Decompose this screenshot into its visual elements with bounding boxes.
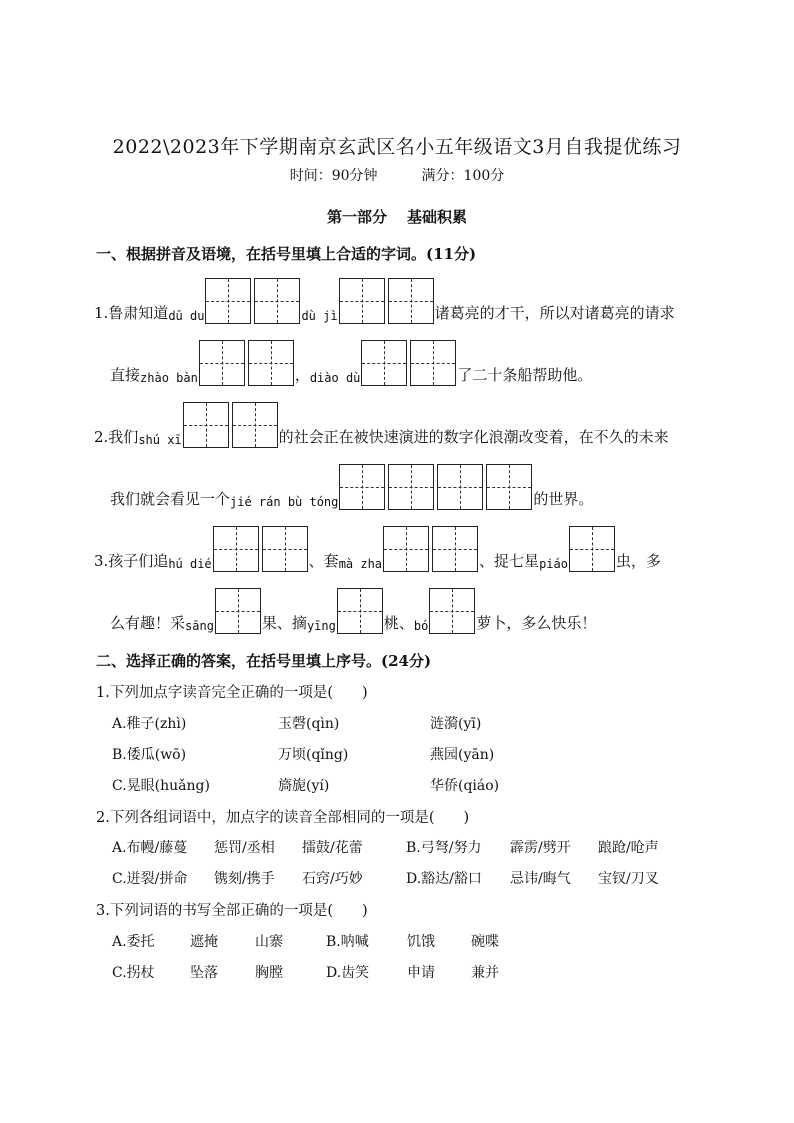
- q1-answer-box-2[interactable]: [339, 278, 434, 324]
- tian-box[interactable]: [205, 278, 251, 324]
- tian-box[interactable]: [429, 588, 475, 634]
- q3-text-f: 果、摘: [261, 614, 307, 632]
- option: 万顷(qǐng): [278, 747, 349, 763]
- option: 胸膛: [255, 965, 283, 981]
- q1-text-c: 直接: [110, 366, 141, 384]
- tian-box[interactable]: [183, 402, 229, 448]
- q3-pinyin-2: mà zha: [338, 557, 383, 571]
- q3-text-h: 萝卜，多么快乐！: [476, 614, 597, 632]
- page-title: 2022\2023年下学期南京玄武区名小五年级语文3月自我提优练习: [112, 136, 682, 158]
- option: 擂鼓/花蕾: [302, 840, 363, 856]
- option: 宝钗/刀叉: [598, 871, 659, 887]
- q3-answer-box-1[interactable]: [213, 526, 308, 572]
- tian-box[interactable]: [383, 526, 429, 572]
- option: 霹雳/劈开: [510, 840, 571, 856]
- tian-box[interactable]: [339, 278, 385, 324]
- part-heading: [0, 206, 794, 227]
- tian-box[interactable]: [215, 588, 261, 634]
- option: 饥饿: [407, 934, 435, 950]
- option: A.布幔/藤蔓: [112, 840, 188, 856]
- tian-box[interactable]: [213, 526, 259, 572]
- q1-answer-box-3[interactable]: [199, 340, 294, 386]
- tian-box[interactable]: [569, 526, 615, 572]
- option: 旖旎(yí): [278, 778, 330, 794]
- q3-pinyin-3: piáo: [539, 557, 568, 571]
- q2-pinyin-1: shú xī: [138, 433, 182, 447]
- q3-text-d: 虫，多: [615, 552, 661, 570]
- tian-box[interactable]: [248, 340, 294, 386]
- q2-answer-box-1[interactable]: [183, 402, 278, 448]
- option: 镌刻/携手: [214, 871, 275, 887]
- option: 山寨: [255, 934, 283, 950]
- option: D.豁达/豁口: [406, 871, 482, 887]
- s2-q3-stem: 3.下列词语的书写全部正确的一项是( ): [96, 903, 368, 919]
- option: 兼并: [471, 965, 499, 981]
- q1-pinyin-3: zhào bàn: [140, 371, 198, 385]
- tian-box[interactable]: [232, 402, 278, 448]
- q3-answer-box-6[interactable]: [429, 588, 475, 634]
- option: D.齿笑: [326, 965, 370, 981]
- q3-text-e: 么有趣！采: [110, 614, 186, 632]
- option: 华侨(qiáo): [430, 778, 500, 794]
- q1-pinyin-4: diào dù: [309, 371, 361, 385]
- option: C.迸裂/拼命: [112, 871, 188, 887]
- exam-info: [0, 165, 794, 185]
- q3-answer-box-4[interactable]: [215, 588, 261, 634]
- full-score: 满分：100分: [421, 168, 505, 184]
- tian-box[interactable]: [410, 340, 456, 386]
- tian-box[interactable]: [486, 464, 532, 510]
- q1-line-1: [94, 274, 675, 324]
- q1-text-a: 1.鲁肃知道: [94, 304, 169, 322]
- tian-box[interactable]: [199, 340, 245, 386]
- option: 玉磬(qìn): [278, 716, 340, 732]
- option: A.稚子(zhì): [112, 716, 187, 732]
- q2-text-a: 2.我们: [94, 428, 139, 446]
- q1-text-b: 诸葛亮的才干，所以对诸葛亮的请求: [434, 304, 675, 322]
- option: 忌讳/晦气: [510, 871, 571, 887]
- q3-text-g: 桃、: [383, 614, 414, 632]
- q2-line-1: [94, 398, 669, 448]
- time-limit: 时间：90分钟: [289, 168, 378, 184]
- option: C.晃眼(huǎng): [112, 778, 210, 794]
- section-1-title: 一、根据拼音及语境，在括号里填上合适的字词。(11分): [96, 245, 477, 263]
- option: 涟漪(yī): [430, 716, 482, 732]
- q2-answer-box-2[interactable]: [339, 464, 532, 510]
- q3-text-b: 、套: [308, 552, 339, 570]
- q3-line-2: [110, 584, 596, 634]
- section-2-title: 二、选择正确的答案，在括号里填上序号。(24分): [96, 652, 432, 670]
- q3-answer-box-3[interactable]: [569, 526, 615, 572]
- option: 碗喋: [471, 934, 499, 950]
- q3-pinyin-5: yīng: [306, 619, 336, 633]
- q2-text-d: 的世界。: [533, 490, 594, 508]
- q3-line-1: [94, 522, 661, 572]
- part-name: 基础积累: [407, 208, 468, 226]
- tian-box[interactable]: [437, 464, 483, 510]
- tian-box[interactable]: [388, 278, 434, 324]
- tian-box[interactable]: [388, 464, 434, 510]
- option: 石窍/巧妙: [302, 871, 363, 887]
- tian-box[interactable]: [262, 526, 308, 572]
- q3-answer-box-5[interactable]: [337, 588, 383, 634]
- q3-text-a: 3.孩子们追: [94, 552, 169, 570]
- q1-line-2: [110, 336, 592, 386]
- q3-pinyin-1: hú dié: [168, 557, 212, 571]
- q1-text-d: ，: [294, 366, 310, 384]
- option: 遮掩: [190, 934, 218, 950]
- option: 燕园(yān): [430, 747, 495, 763]
- tian-box[interactable]: [339, 464, 385, 510]
- q1-answer-box-4[interactable]: [361, 340, 456, 386]
- q2-text-b: 的社会正在被快速演进的数字化浪潮改变着，在不久的未来: [278, 428, 669, 446]
- tian-box[interactable]: [432, 526, 478, 572]
- option: B.弓弩/努力: [406, 840, 482, 856]
- tian-box[interactable]: [337, 588, 383, 634]
- part-label: 第一部分: [326, 208, 387, 226]
- q3-pinyin-4: sāng: [185, 619, 214, 633]
- q2-line-2: [110, 460, 593, 510]
- option: 踉跄/呛声: [598, 840, 659, 856]
- q3-pinyin-6: bó: [413, 619, 429, 633]
- s2-q2-stem: 2.下列各组词语中，加点字的读音全部相同的一项是( ): [96, 810, 470, 826]
- q3-answer-box-2[interactable]: [383, 526, 478, 572]
- option: C.拐杖: [112, 965, 155, 981]
- option: 坠落: [190, 965, 218, 981]
- q2-text-c: 我们就会看见一个: [110, 490, 231, 508]
- option: A.委托: [112, 934, 155, 950]
- option: B.呐喊: [326, 934, 369, 950]
- q1-text-e: 了二十条船帮助他。: [457, 366, 593, 384]
- q1-answer-box-1[interactable]: [205, 278, 300, 324]
- tian-box[interactable]: [361, 340, 407, 386]
- q3-text-c: 、捉七星: [479, 552, 540, 570]
- tian-box[interactable]: [254, 278, 300, 324]
- option: 惩罚/丞相: [214, 840, 275, 856]
- q1-pinyin-2: dù jì: [301, 309, 338, 323]
- option: 申请: [407, 965, 435, 981]
- option: B.倭瓜(wō): [112, 747, 187, 763]
- s2-q1-stem: 1.下列加点字读音完全正确的一项是( ): [96, 685, 368, 701]
- q2-pinyin-2: jié rán bù tóng: [230, 495, 339, 509]
- q1-pinyin-1: dū du: [168, 309, 205, 323]
